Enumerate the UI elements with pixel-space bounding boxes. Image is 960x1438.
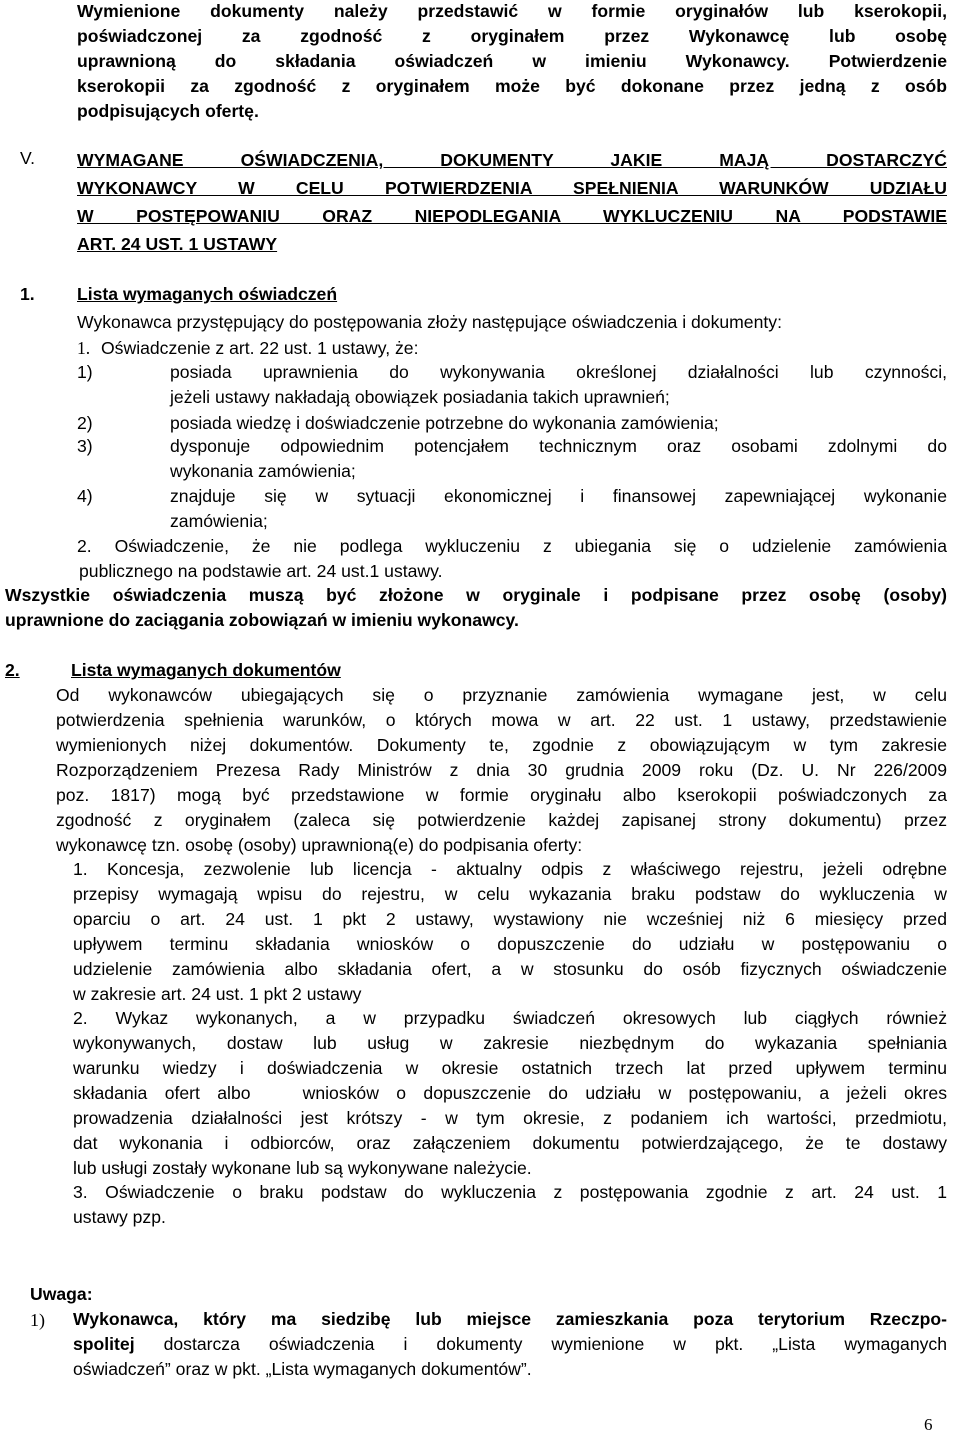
section-heading: [77, 146, 947, 258]
list2-paragraph: Od wykonawców ubiegających się o przyznanie zamówienia wymagane jest, w celu potwierdzenia spełnienia warunków, o których mowa w art. 22 ust. 1 ustawy, przedstawienie wymienionych niżej dokumentów. Dokumenty te, zgodnie z obowiązującym w tym zakresie Rozporządzeniem Prezesa Rady Ministrów z dnia 30 grudnia 2009 roku (Dz. U. Nr 226/2009 poz. 1817) mogą być przedstawione w formie oryginału albo kserokopii poświadczonych za zgodność z oryginałem (zaleca się potwierdzenie każdej zapisanej strony dokumentu) przez wykonawcę tzn. osobę (osoby) uprawnioną(e) do podpisania oferty:: [56, 685, 947, 855]
list2-heading: Lista wymaganych dokumentów: [71, 660, 341, 680]
list1-item2: 2. Oświadczenie, że nie podlega wykluczeniu z ubiegania się o udzielenie zamówienia publicznego na podstawie art. 24 ust.1 ustawy.: [77, 536, 947, 581]
sub-item-number: 3): [77, 436, 93, 456]
list1-item1-number: 1.: [77, 338, 91, 358]
sub-item-number: 1): [77, 362, 93, 382]
sub-item-text: posiada uprawnienia do wykonywania określonej działalności lub czynności, jeżeli ustawy nakładają obowiązek posiadania takich uprawnień;: [170, 362, 947, 407]
sub-item-text: dysponuje odpowiednim potencjałem technicznym oraz osobami zdolnymi do wykonania zamówienia;: [170, 436, 947, 481]
intro-line: poświadczonej za zgodność z oryginałem przez Wykonawcę lub osobę: [77, 26, 947, 46]
intro-paragraph: [77, 0, 947, 124]
section-heading-line: W POSTĘPOWANIU ORAZ NIEPODLEGANIA WYKLUCZENIU NA PODSTAWIE: [77, 206, 947, 226]
list1-heading: Lista wymaganych oświadczeń: [77, 284, 338, 304]
all-statements-note: Wszystkie oświadczenia muszą być złożone w oryginale i podpisane przez osobę (osoby) uprawnione do zaciągania zobowiązań w imieniu wykonawcy.: [5, 585, 947, 630]
intro-line: podpisujących ofertę.: [77, 101, 259, 121]
intro-line: uprawnioną do składania oświadczeń w imieniu Wykonawcy. Potwierdzenie: [77, 51, 947, 71]
section-heading-line: WYMAGANE OŚWIADCZENIA, DOKUMENTY JAKIE MAJĄ DOSTARCZYĆ: [77, 150, 947, 170]
sub-item-text: posiada wiedzę i doświadczenie potrzebne do wykonania zamówienia;: [170, 413, 719, 433]
sub-item-number: 2): [77, 413, 93, 433]
note-text: Wykonawca, który ma siedzibę lub miejsce zamieszkania poza terytorium Rzeczpo- spolitej dostarcza oświadczenia i dokumenty wymienione w pkt. „Lista wymaganych oświadczeń” oraz w pkt. „Lista wymaganych dokumentów”.: [73, 1309, 947, 1379]
document-item-3: 3. Oświadczenie o braku podstaw do wykluczenia z postępowania zgodnie z art. 24 ust. 1 ustawy pzp.: [73, 1182, 947, 1227]
sub-item-text: znajduje się w sytuacji ekonomicznej i finansowej zapewniającej wykonanie zamówienia;: [170, 486, 947, 531]
intro-line: Wymienione dokumenty należy przedstawić w formie oryginałów lub kserokopii,: [77, 1, 947, 21]
note-item-number: 1): [30, 1310, 45, 1330]
document-item-1: 1. Koncesja, zezwolenie lub licencja - aktualny odpis z właściwego rejestru, jeżeli odrębne przepisy wymagają wpisu do rejestru, w celu wykazania braku podstaw do wykluczenia w oparciu o art. 24 ust. 1 pkt 2 ustawy, wystawiony nie wcześniej niż 6 miesięcy przed upływem terminu składania wniosków o dopuszczenie do udziału w postępowaniu o udzielenie zamówienia albo składania ofert, a w stosunku do osób fizycznych oświadczenie w zakresie art. 24 ust. 1 pkt 2 ustawy: [73, 859, 947, 1004]
page-number: 6: [924, 1415, 933, 1434]
sub-item-number: 4): [77, 486, 93, 506]
list1-intro: Wykonawca przystępujący do postępowania złoży następujące oświadczenia i dokumenty:: [77, 312, 782, 332]
list1-item1-text: Oświadczenie z art. 22 ust. 1 ustawy, że:: [101, 338, 419, 358]
document-item-2: 2. Wykaz wykonanych, a w przypadku świadczeń okresowych lub ciągłych również wykonywanych, dostaw lub usług w zakresie niezbędnym do wykazania spełniania warunku wiedzy i doświadczenia w okresie ostatnich trzech lat przed upływem terminu składania ofert albo wniosków o dopuszczenie do udziału w postępowaniu, a jeżeli okres prowadzenia działalności jest krótszy - w tym okresie, z podaniem ich wartości, przedmiotu, dat wykonania i odbiorców, oraz załączeniem dokumentu potwierdzającego, że te dostawy lub usługi zostały wykonane lub są wykonywane należycie.: [73, 1008, 947, 1178]
section-heading-line: ART. 24 UST. 1 USTAWY: [77, 234, 278, 254]
section-number: V.: [20, 148, 36, 168]
note-heading: Uwaga:: [30, 1284, 93, 1304]
list2-number: 2.: [5, 660, 20, 680]
intro-line: kserokopii za zgodność z oryginałem może być dokonane przez jedną z osób: [77, 76, 947, 96]
list1-number: 1.: [20, 284, 35, 304]
section-heading-line: WYKONAWCY W CELU POTWIERDZENIA SPEŁNIENIA WARUNKÓW UDZIAŁU: [77, 178, 947, 198]
